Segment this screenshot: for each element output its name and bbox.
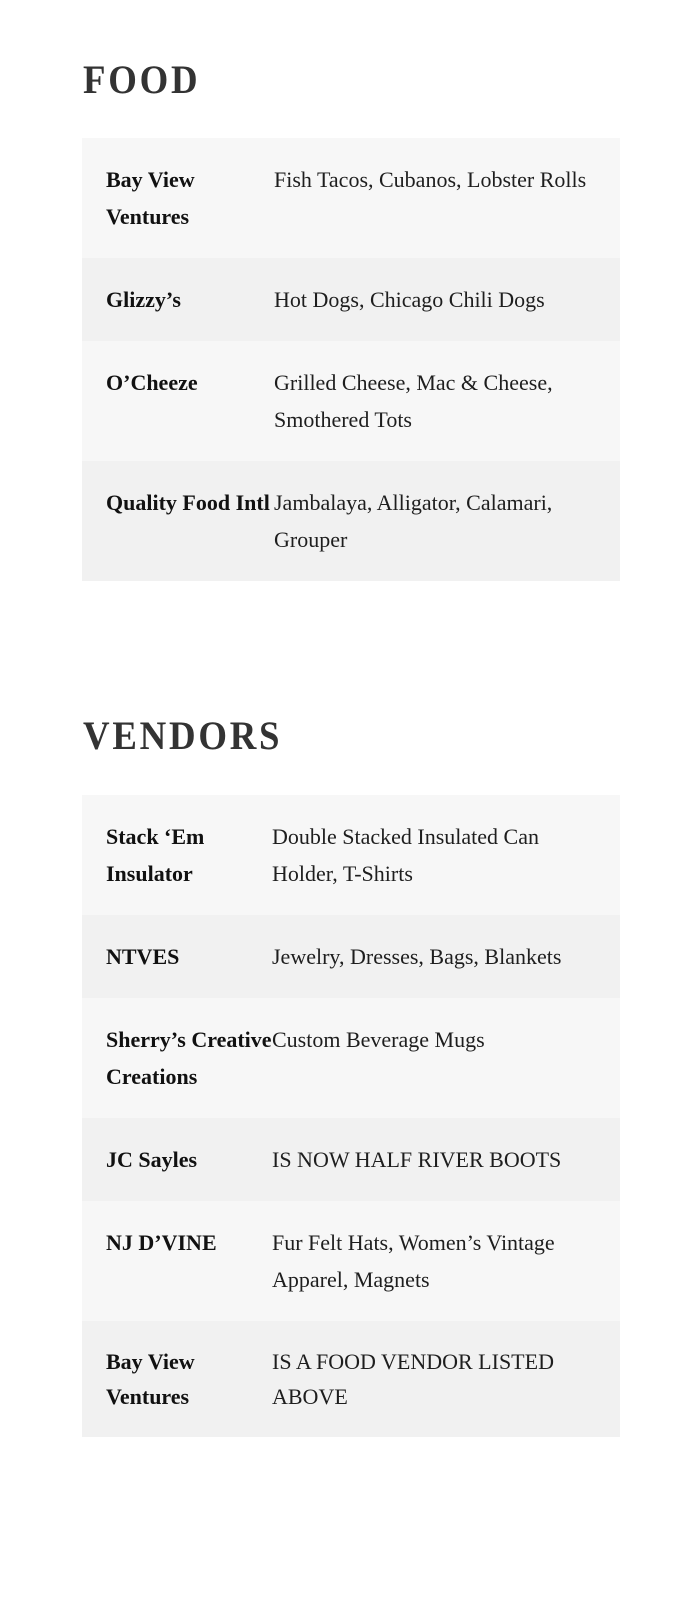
vendor-items: IS NOW HALF RIVER BOOTS: [272, 1147, 562, 1172]
food-table: [82, 138, 620, 581]
vendor-name: Quality Food Intl: [106, 490, 270, 515]
vendor-items: Custom Beverage Mugs: [272, 1027, 485, 1052]
vendor-name: O’Cheeze: [106, 370, 198, 395]
table-row: [82, 998, 620, 1118]
table-row: [82, 258, 620, 341]
vendor-name: NJ D’VINE: [106, 1230, 217, 1255]
table-row: [82, 138, 620, 258]
vendor-name: NTVES: [106, 944, 180, 969]
vendor-items: Fur Felt Hats, Women’s Vintage Apparel, Magnets: [272, 1230, 555, 1292]
vendor-items: Hot Dogs, Chicago Chili Dogs: [274, 287, 545, 312]
vendor-items: Jambalaya, Alligator, Calamari, Grouper: [274, 490, 553, 552]
vendor-items: Double Stacked Insulated Can Holder, T-Shirts: [272, 824, 539, 886]
vendors-section-title: VENDORS: [83, 713, 283, 758]
table-row: [82, 1201, 620, 1321]
vendor-items: Fish Tacos, Cubanos, Lobster Rolls: [274, 167, 587, 192]
vendor-items: IS A FOOD VENDOR LISTED ABOVE: [272, 1349, 554, 1409]
vendors-table: [82, 795, 620, 1437]
vendor-name: JC Sayles: [106, 1147, 198, 1172]
table-row: [82, 1118, 620, 1201]
vendor-items: Jewelry, Dresses, Bags, Blankets: [272, 944, 562, 969]
table-row: [82, 795, 620, 915]
vendor-name: Bay View Ventures: [106, 167, 195, 229]
vendor-name: Sherry’s Creative Creations: [106, 1027, 272, 1089]
vendor-name: Glizzy’s: [106, 287, 181, 312]
table-row: [82, 461, 620, 581]
table-row: [82, 1321, 620, 1437]
table-row: [82, 915, 620, 998]
food-section-title: FOOD: [83, 57, 201, 102]
vendor-name: Stack ‘Em Insulator: [106, 824, 205, 886]
vendor-items: Grilled Cheese, Mac & Cheese, Smothered Tots: [274, 370, 553, 432]
vendor-name: Bay View Ventures: [106, 1349, 195, 1409]
table-row: [82, 341, 620, 461]
